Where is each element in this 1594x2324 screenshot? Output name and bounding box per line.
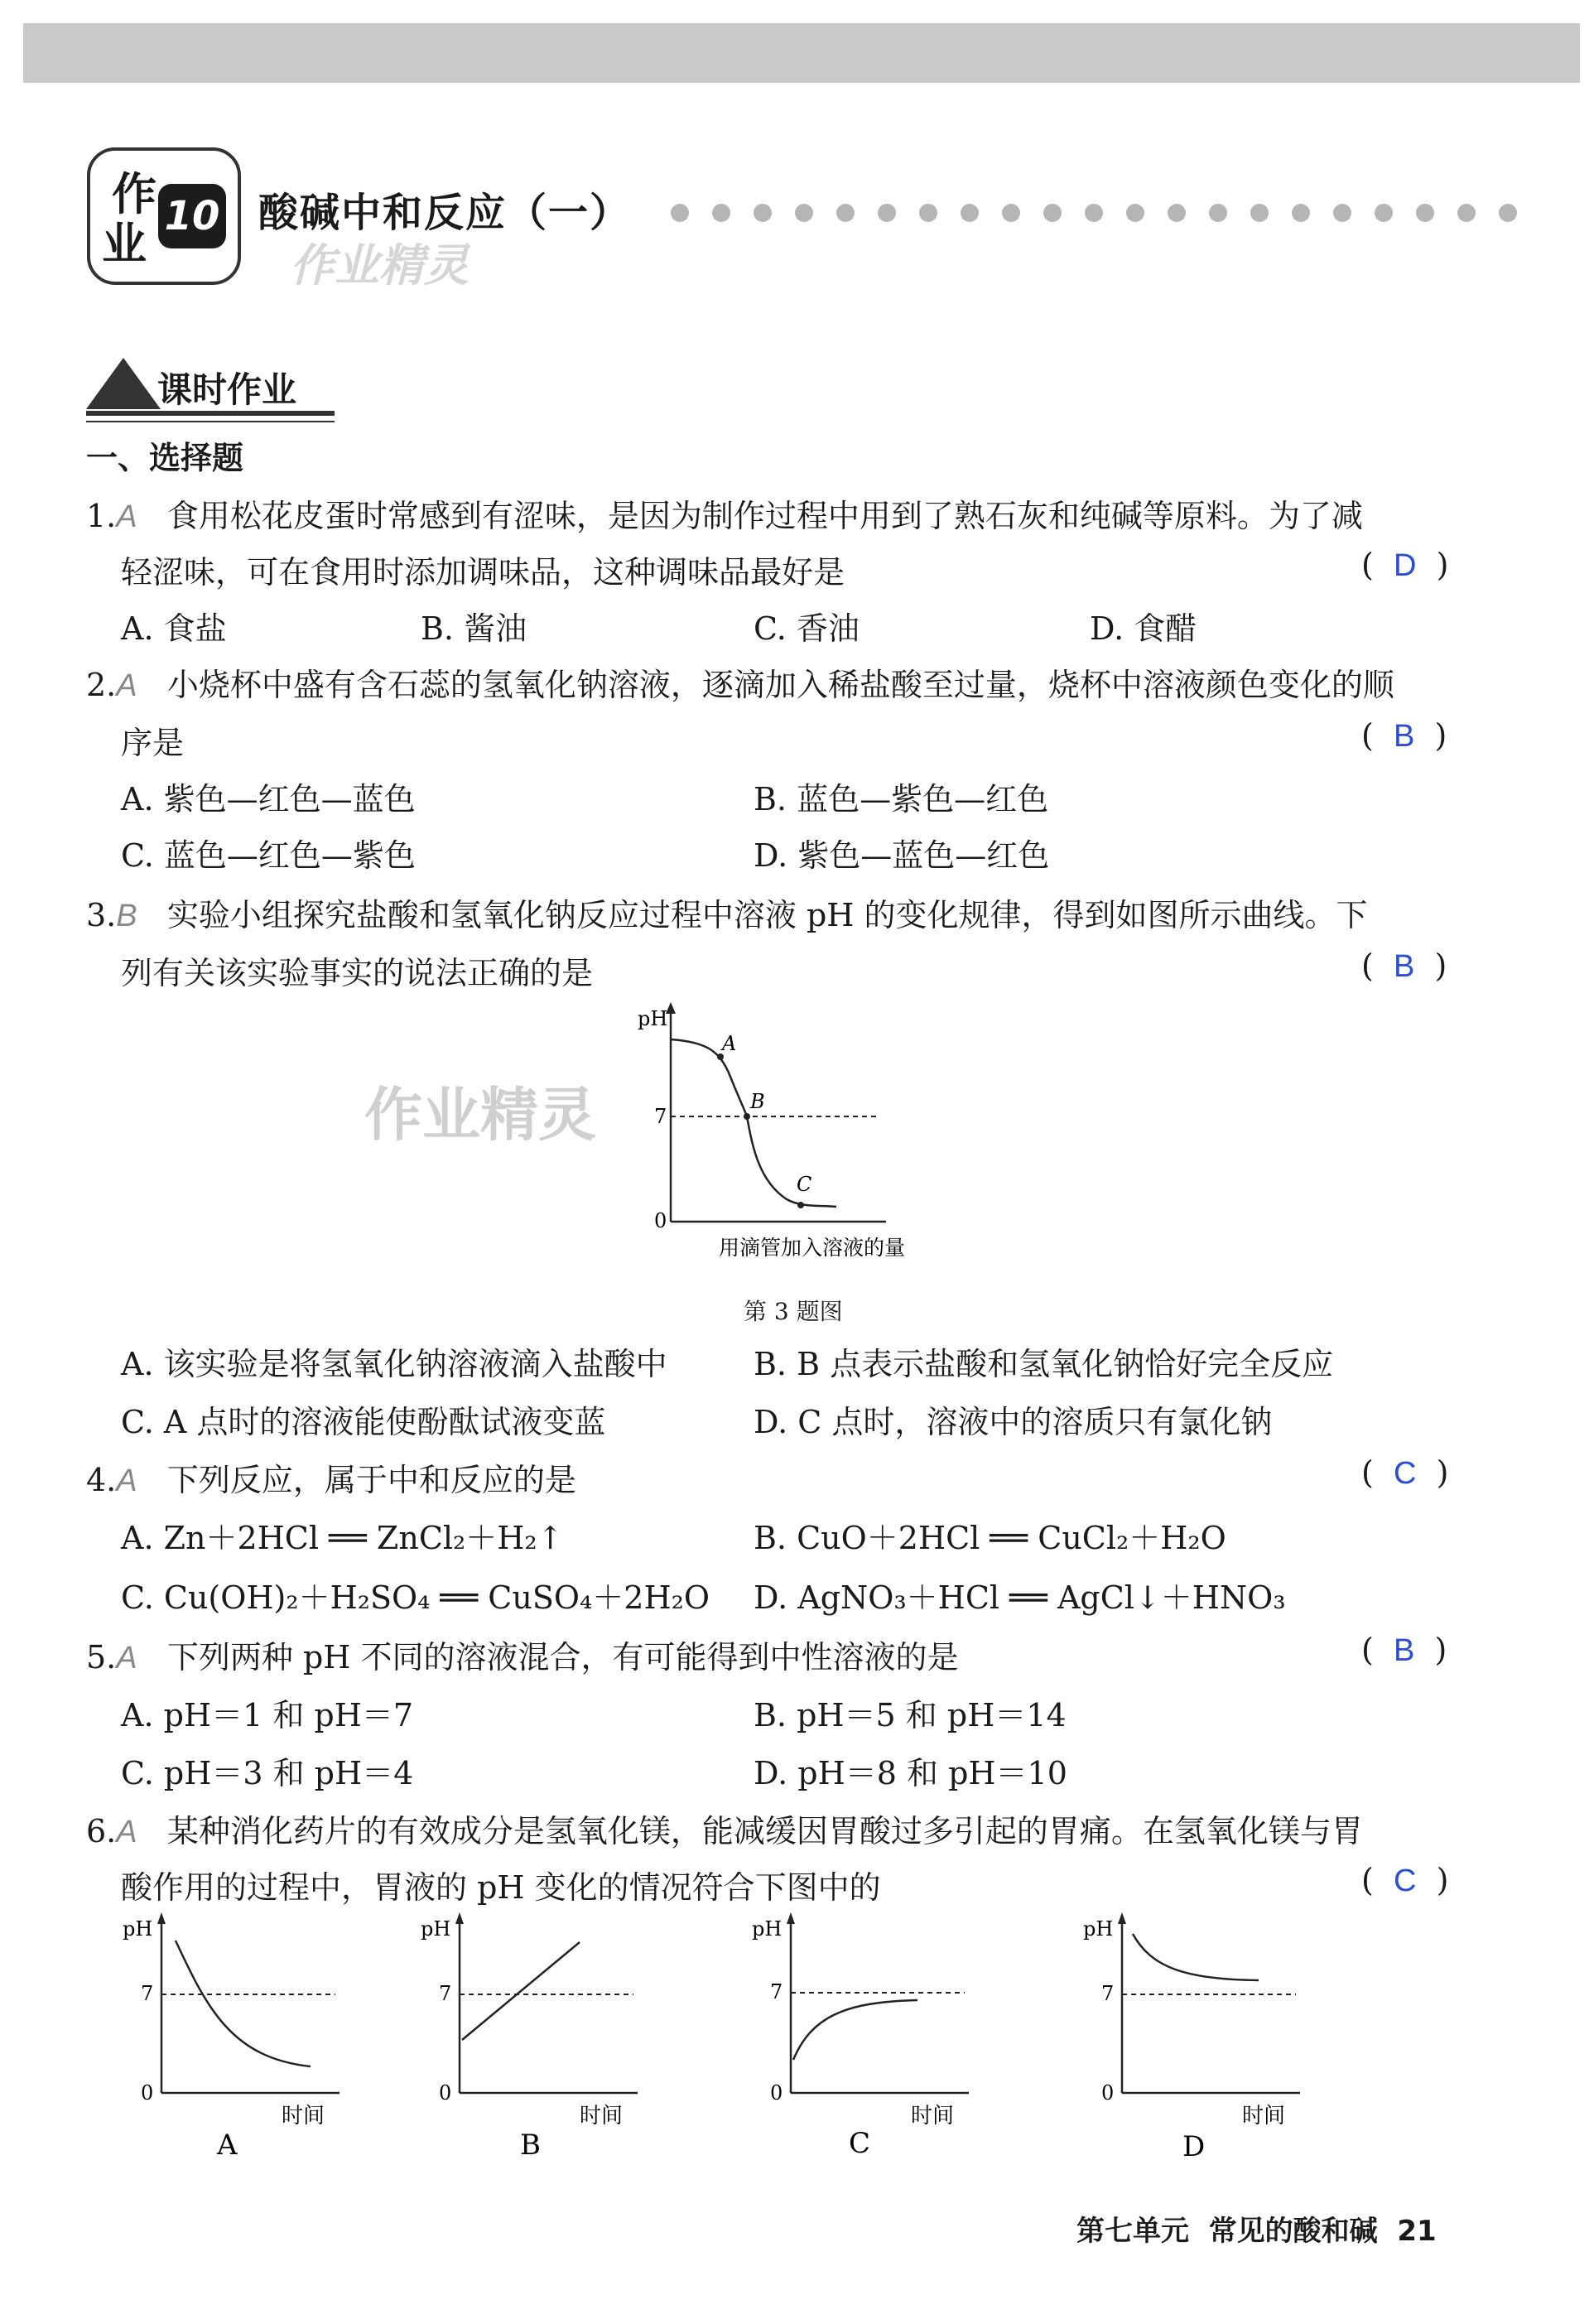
graph-a-tick-7: 7: [141, 1982, 154, 2005]
graph-b-label: B: [520, 2129, 541, 2162]
fig3-label-c: C: [797, 1173, 812, 1196]
question-6: 6.A 某种消化药片的有效成分是氢氧化镁，能减缓因胃酸过多引起的胃痛。在氢氧化镁与胃: [86, 1813, 1363, 1849]
graph-b-xlabel: 时间: [580, 2104, 624, 2129]
badge-char-bottom: 业: [102, 218, 147, 270]
badge-char-top: 作: [112, 168, 157, 220]
q5-option-b: B. pH＝5 和 pH＝14: [754, 1697, 1067, 1733]
answer-4: ( C ): [1361, 1454, 1449, 1491]
figure-3-caption: 第 3 题图: [744, 1298, 843, 1325]
graph-d-tick-0: 0: [1101, 2081, 1115, 2105]
assignment-badge: [87, 147, 241, 285]
graph-c-ylabel: pH: [752, 1917, 783, 1941]
answer-3: ( B ): [1361, 947, 1447, 984]
q4-option-d: D. AgNO₃＋HCl ══ AgCl↓＋HNO₃: [754, 1579, 1286, 1616]
graph-d-ylabel: pH: [1083, 1917, 1114, 1941]
fig3-point-b: [744, 1113, 750, 1120]
graph-b: [414, 1909, 662, 2166]
q2-option-c: C. 蓝色—红色—紫色: [121, 837, 416, 874]
q1-option-a: A. 食盐: [121, 610, 227, 647]
q2-option-b: B. 蓝色—紫色—红色: [754, 781, 1049, 817]
q1-option-c: C. 香油: [754, 610, 860, 647]
footer-unit: 第七单元: [1076, 2215, 1189, 2248]
graph-d-label: D: [1182, 2130, 1206, 2163]
graph-a: [116, 1909, 364, 2166]
answer-5: ( B ): [1361, 1632, 1447, 1668]
q3-option-a: A. 该实验是将氢氧化钠溶液滴入盐酸中: [121, 1346, 667, 1382]
level-tag: A: [116, 668, 137, 703]
graph-c-xlabel: 时间: [911, 2104, 955, 2129]
answer-1: ( D ): [1361, 547, 1449, 583]
q4-option-a: A. Zn＋2HCl ══ ZnCl₂＋H₂↑: [121, 1520, 564, 1556]
figure-3-ph-curve: [613, 1002, 977, 1267]
watermark-middle: 作业精灵: [364, 1081, 596, 1149]
fig3-tick-7: 7: [654, 1105, 667, 1128]
section-underline-thin: [86, 421, 335, 422]
graph-a-tick-0: 0: [141, 2081, 154, 2105]
level-tag: B: [116, 899, 137, 933]
graph-c-label: C: [849, 2127, 871, 2160]
level-tag: A: [116, 1641, 137, 1675]
graph-c: [745, 1909, 994, 2166]
fig3-tick-0: 0: [654, 1209, 667, 1232]
answer-6: ( C ): [1361, 1862, 1449, 1898]
section-underline: [86, 411, 335, 416]
page-footer: [1076, 2208, 1437, 2249]
page-number: 21: [1397, 2215, 1437, 2248]
question-2-line2: 序是: [121, 725, 185, 761]
graph-c-tick-7: 7: [770, 1980, 783, 2003]
q5-option-c: C. pH＝3 和 pH＝4: [121, 1755, 414, 1791]
q4-option-b: B. CuO＋2HCl ══ CuCl₂＋H₂O: [754, 1520, 1226, 1556]
graph-a-label: A: [217, 2129, 238, 2162]
q2-option-d: D. 紫色—蓝色—红色: [754, 837, 1050, 874]
graph-b-ylabel: pH: [421, 1917, 451, 1941]
section-title: 课时作业: [157, 369, 297, 410]
fig3-point-c: [797, 1202, 804, 1208]
graph-a-ylabel: pH: [123, 1917, 153, 1941]
footer-topic: 常见的酸和碱: [1208, 2215, 1378, 2248]
q3-option-b: B. B 点表示盐酸和氢氧化钠恰好完全反应: [754, 1346, 1334, 1382]
graph-b-tick-7: 7: [439, 1982, 452, 2005]
question-1: 1.A 食用松花皮蛋时常感到有涩味，是因为制作过程中用到了熟石灰和纯碱等原料。为了减: [86, 498, 1363, 534]
question-3-line2: 列有关该实验事实的说法正确的是: [121, 955, 594, 991]
watermark-top: 作业精灵: [290, 239, 469, 292]
question-2: 2.A 小烧杯中盛有含石蕊的氢氧化钠溶液，逐滴加入稀盐酸至过量，烧杯中溶液颜色变化的顺: [86, 667, 1394, 703]
top-gray-band: [23, 23, 1580, 83]
q4-option-c: C. Cu(OH)₂＋H₂SO₄ ══ CuSO₄＋2H₂O: [121, 1579, 710, 1616]
q1-option-b: B. 酱油: [421, 610, 527, 647]
page-title: 酸碱中和反应（一）: [258, 190, 632, 236]
q1-option-d: D. 食醋: [1090, 610, 1197, 647]
subsection-title: 一、选择题: [86, 440, 244, 476]
section-mountain-icon: [86, 358, 161, 409]
q5-option-d: D. pH＝8 和 pH＝10: [754, 1755, 1067, 1791]
level-tag: A: [116, 1463, 137, 1498]
question-6-line2: 酸作用的过程中，胃液的 pH 变化的情况符合下图中的: [121, 1869, 881, 1906]
graph-d-tick-7: 7: [1101, 1982, 1115, 2005]
fig3-xlabel: 用滴管加入溶液的量: [719, 1236, 906, 1260]
graph-c-tick-0: 0: [770, 2081, 783, 2105]
graph-a-xlabel: 时间: [282, 2104, 325, 2129]
q5-option-a: A. pH＝1 和 pH＝7: [121, 1697, 414, 1733]
fig3-ylabel: pH: [638, 1007, 668, 1030]
fig3-label-a: A: [722, 1032, 737, 1055]
q3-option-d: D. C 点时，溶液中的溶质只有氯化钠: [754, 1404, 1273, 1440]
q3-option-c: C. A 点时的溶液能使酚酞试液变蓝: [121, 1404, 606, 1440]
graph-b-tick-0: 0: [439, 2081, 452, 2105]
level-tag: A: [116, 1815, 137, 1849]
question-1-line2: 轻涩味，可在食用时添加调味品，这种调味品最好是: [121, 554, 845, 591]
title-dots-decoration: [671, 204, 1517, 222]
answer-2: ( B ): [1361, 717, 1447, 754]
question-5: 5.A 下列两种 pH 不同的溶液混合，有可能得到中性溶液的是: [86, 1639, 959, 1675]
level-tag: A: [116, 499, 137, 534]
graph-d: [1076, 1909, 1325, 2166]
question-3: 3.B 实验小组探究盐酸和氢氧化钠反应过程中溶液 pH 的变化规律，得到如图所示曲线。下: [86, 897, 1368, 933]
q2-option-a: A. 紫色—红色—蓝色: [121, 781, 416, 817]
fig3-label-b: B: [750, 1090, 765, 1113]
badge-number: 10: [158, 184, 226, 248]
graph-d-xlabel: 时间: [1242, 2104, 1286, 2129]
question-4: 4.A 下列反应，属于中和反应的是: [86, 1462, 576, 1498]
